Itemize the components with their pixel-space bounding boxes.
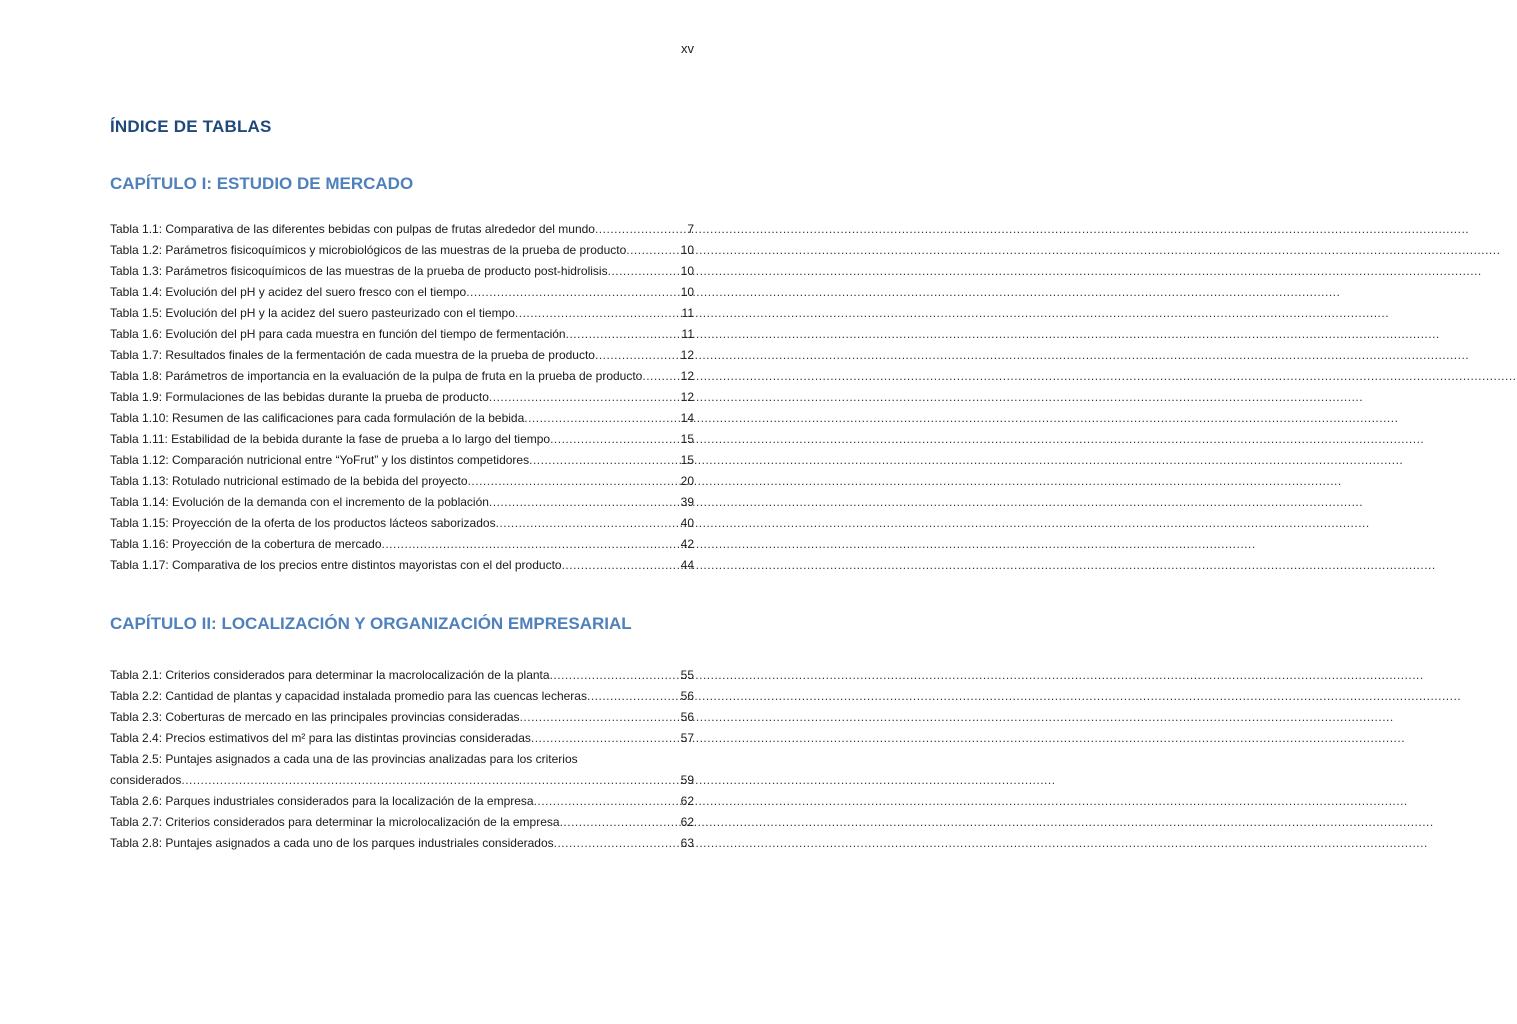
- toc-entry[interactable]: [110, 686, 694, 707]
- toc-entry-label: Tabla 1.9: Formulaciones de las bebidas durante la prueba de producto: [110, 390, 489, 404]
- dot-leader: [515, 303, 682, 324]
- dot-leader: [489, 492, 681, 513]
- dot-leader: [560, 812, 681, 833]
- dot-leader: [531, 728, 681, 749]
- toc-entry[interactable]: [110, 513, 694, 534]
- toc-entry-page: 56: [680, 689, 694, 703]
- toc-entry-label: Tabla 1.15: Proyección de la oferta de los productos lácteos saborizados: [110, 516, 496, 530]
- toc-entry-page: 11: [681, 306, 694, 320]
- dot-leader: [608, 261, 681, 282]
- toc-entry-label: Tabla 2.8: Puntajes asignados a cada uno de los parques industriales considerados: [110, 836, 554, 850]
- toc-entry-page: 40: [680, 516, 694, 530]
- toc-entry-continuation[interactable]: [110, 770, 694, 791]
- toc-entry-label: Tabla 1.10: Resumen de las calificaciones para cada formulación de la bebida: [110, 411, 525, 425]
- toc-entry[interactable]: [110, 387, 694, 408]
- table-list: [110, 665, 694, 854]
- toc-entry-label: Tabla 1.14: Evolución de la demanda con el incremento de la población: [110, 495, 489, 509]
- dot-leader: [587, 686, 681, 707]
- toc-entry-label: Tabla 1.11: Estabilidad de la bebida durante la fase de prueba a lo largo del tiempo: [110, 432, 551, 446]
- dot-leader: [642, 366, 680, 387]
- toc-entry-page: 12: [680, 369, 694, 383]
- toc-entry[interactable]: [110, 833, 694, 854]
- toc-entry-label-continuation: considerados: [110, 773, 182, 787]
- toc-entry-page: 62: [680, 815, 694, 829]
- toc-entry-label: Tabla 1.6: Evolución del pH para cada muestra en función del tiempo de fermentación: [110, 327, 566, 341]
- toc-entry-label: Tabla 1.4: Evolución del pH y acidez del suero fresco con el tiempo: [110, 285, 467, 299]
- toc-entry-label: Tabla 1.5: Evolución del pH y la acidez del suero pasteurizado con el tiempo: [110, 306, 515, 320]
- toc-entry-label: Tabla 2.7: Criterios considerados para determinar la microlocalización de la empresa: [110, 815, 560, 829]
- dot-leader: [550, 429, 681, 450]
- toc-entry-label: Tabla 2.2: Cantidad de plantas y capacidad instalada promedio para las cuencas lecheras: [110, 689, 587, 703]
- toc-entry-label: Tabla 1.1: Comparativa de las diferentes bebidas con pulpas de frutas alrededor del mundo: [110, 222, 595, 236]
- toc-entry-page: 44: [680, 558, 694, 572]
- toc-entry[interactable]: [110, 555, 694, 576]
- dot-leader: [562, 555, 681, 576]
- dot-leader: [468, 471, 681, 492]
- toc-entry[interactable]: [110, 345, 694, 366]
- toc-entry[interactable]: [110, 707, 694, 728]
- toc-entry-page: 62: [680, 794, 694, 808]
- toc-entry-label: Tabla 1.2: Parámetros fisicoquímicos y microbiológicos de las muestras de la prueba de producto: [110, 243, 627, 257]
- toc-entry-page: 57: [680, 731, 694, 745]
- toc-entry-label: Tabla 1.16: Proyección de la cobertura de mercado: [110, 537, 382, 551]
- dot-leader: [534, 791, 681, 812]
- toc-entry[interactable]: [110, 728, 694, 749]
- toc-entry[interactable]: [110, 282, 694, 303]
- dot-leader: [524, 408, 680, 429]
- toc-entry-page: 14: [680, 411, 694, 425]
- page-number: xv: [681, 41, 694, 56]
- toc-entry-page: 12: [680, 390, 694, 404]
- toc-entry[interactable]: [110, 812, 694, 833]
- dot-leader: [554, 833, 681, 854]
- toc-entry[interactable]: [110, 324, 694, 345]
- toc-entry[interactable]: [110, 665, 694, 686]
- toc-entry-page: 20: [680, 474, 694, 488]
- chapter-heading: CAPÍTULO I: ESTUDIO DE MERCADO: [110, 174, 414, 193]
- dot-leader: [489, 387, 681, 408]
- dot-leader: [181, 770, 680, 791]
- dot-leader: [550, 665, 681, 686]
- toc-entry-page: 56: [680, 710, 694, 724]
- index-title: ÍNDICE DE TABLAS: [110, 117, 272, 136]
- dot-leader: [566, 324, 682, 345]
- toc-entry-label: Tabla 2.5: Puntajes asignados a cada una de las provincias analizadas para los criterios: [110, 752, 578, 766]
- toc-entry-page: 39: [680, 495, 694, 509]
- dot-leader: [466, 282, 680, 303]
- toc-entry-page: 11: [681, 327, 694, 341]
- toc-entry[interactable]: [110, 749, 694, 770]
- toc-entry-page: 12: [680, 348, 694, 362]
- toc-entry[interactable]: [110, 534, 694, 555]
- toc-entry-page: 10: [680, 264, 694, 278]
- dot-leader: [626, 240, 680, 261]
- toc-entry-page: 10: [680, 243, 694, 257]
- toc-entry[interactable]: [110, 240, 694, 261]
- toc-entry-page: 55: [680, 668, 694, 682]
- toc-entry[interactable]: [110, 261, 694, 282]
- toc-entry[interactable]: [110, 450, 694, 471]
- dot-leader: [529, 450, 681, 471]
- toc-entry-label: Tabla 1.17: Comparativa de los precios entre distintos mayoristas con el del producto: [110, 558, 562, 572]
- toc-entry-label: Tabla 1.13: Rotulado nutricional estimado de la bebida del proyecto: [110, 474, 468, 488]
- toc-entry[interactable]: [110, 219, 694, 240]
- toc-entry-label: Tabla 1.3: Parámetros fisicoquímicos de las muestras de la prueba de producto post-hidrolisis: [110, 264, 608, 278]
- chapter-section: [110, 173, 694, 576]
- table-list: [110, 219, 694, 576]
- toc-entry-page: 15: [680, 432, 694, 446]
- toc-entry-label: Tabla 1.12: Comparación nutricional entre “YoFrut” y los distintos competidores: [110, 453, 530, 467]
- toc-entry[interactable]: [110, 471, 694, 492]
- toc-entry[interactable]: [110, 791, 694, 812]
- toc-entry[interactable]: [110, 492, 694, 513]
- dot-leader: [496, 513, 681, 534]
- chapter-section: [110, 613, 694, 854]
- toc-entry-label: Tabla 2.1: Criterios considerados para determinar la macrolocalización de la planta: [110, 668, 550, 682]
- dot-leader: [595, 345, 681, 366]
- dot-leader: [595, 219, 687, 240]
- chapter-heading: CAPÍTULO II: LOCALIZACIÓN Y ORGANIZACIÓN EMPRESARIAL: [110, 614, 632, 633]
- toc-entry-label: Tabla 1.7: Resultados finales de la fermentación de cada muestra de la prueba de producto: [110, 348, 595, 362]
- toc-entry[interactable]: [110, 429, 694, 450]
- toc-entry-page: 10: [680, 285, 694, 299]
- toc-entry-label: Tabla 1.8: Parámetros de importancia en la evaluación de la pulpa de fruta en la prueba de producto: [110, 369, 643, 383]
- dot-leader: [382, 534, 681, 555]
- toc-entry-page: 42: [680, 537, 694, 551]
- toc-entry-label: Tabla 2.6: Parques industriales considerados para la localización de la empresa: [110, 794, 534, 808]
- toc-entry-page: 63: [680, 836, 694, 850]
- toc-entry-page: 59: [680, 773, 694, 787]
- toc-entry[interactable]: [110, 366, 694, 387]
- toc-entry-page: 7: [687, 222, 694, 236]
- toc-entry[interactable]: [110, 303, 694, 324]
- toc-entry-label: Tabla 2.4: Precios estimativos del m² para las distintas provincias consideradas: [110, 731, 531, 745]
- dot-leader: [520, 707, 681, 728]
- toc-entry-page: 15: [680, 453, 694, 467]
- toc-entry[interactable]: [110, 408, 694, 429]
- toc-entry-label: Tabla 2.3: Coberturas de mercado en las principales provincias consideradas: [110, 710, 520, 724]
